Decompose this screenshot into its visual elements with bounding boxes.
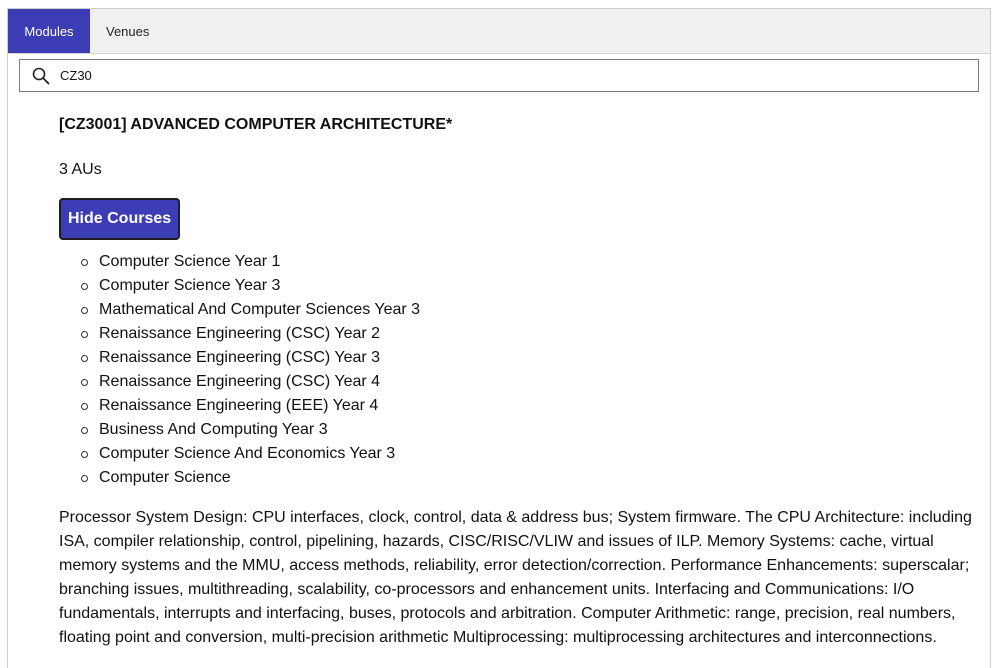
module-title: [CZ3001] ADVANCED COMPUTER ARCHITECTURE* bbox=[59, 116, 453, 133]
course-item: Business And Computing Year 3 bbox=[99, 418, 979, 442]
course-item: Renaissance Engineering (CSC) Year 3 bbox=[99, 346, 979, 370]
module-card bbox=[59, 115, 979, 650]
course-item: Computer Science And Economics Year 3 bbox=[99, 442, 979, 466]
course-item: Renaissance Engineering (CSC) Year 4 bbox=[99, 370, 979, 394]
course-item: Renaissance Engineering (EEE) Year 4 bbox=[99, 394, 979, 418]
app-frame bbox=[7, 8, 991, 668]
course-item: Mathematical And Computer Sciences Year 3 bbox=[99, 298, 979, 322]
module-aus: 3 AUs bbox=[59, 161, 102, 178]
hide-courses-button[interactable]: Hide Courses bbox=[59, 198, 180, 240]
search-input[interactable] bbox=[58, 67, 942, 84]
course-item: Computer Science Year 1 bbox=[99, 250, 979, 274]
course-item: Renaissance Engineering (CSC) Year 2 bbox=[99, 322, 979, 346]
tab-venues[interactable]: Venues bbox=[106, 23, 150, 39]
search-box[interactable] bbox=[19, 59, 979, 92]
course-list bbox=[59, 250, 979, 490]
tab-modules[interactable]: Modules bbox=[8, 9, 90, 53]
module-description: Processor System Design: CPU interfaces, clock, control, data & address bus; System firmware. The CPU Architecture: including ISA, compiler relationship, control, pipelining, hazards, CISC/RISC/VLIW and issues of ILP. Memory Systems: cache, virtual memory systems and the MMU, access methods, reliability, error detection/correction. Performance Enhancements: superscalar; branching issues, multithreading, scalability, co-processors and enhancement units. Interfacing and Communications: I/O fundamentals, interrupts and interfacing, buses, protocols and arbitration. Computer Arithmetic: range, precision, real numbers, floating point and conversion, multi-precision arithmetic Multiprocessing: multiprocessing architectures and interconnections. bbox=[59, 509, 972, 646]
search-icon bbox=[32, 67, 50, 85]
tab-bar bbox=[8, 9, 990, 54]
course-item: Computer Science Year 3 bbox=[99, 274, 979, 298]
course-item: Computer Science bbox=[99, 466, 979, 490]
